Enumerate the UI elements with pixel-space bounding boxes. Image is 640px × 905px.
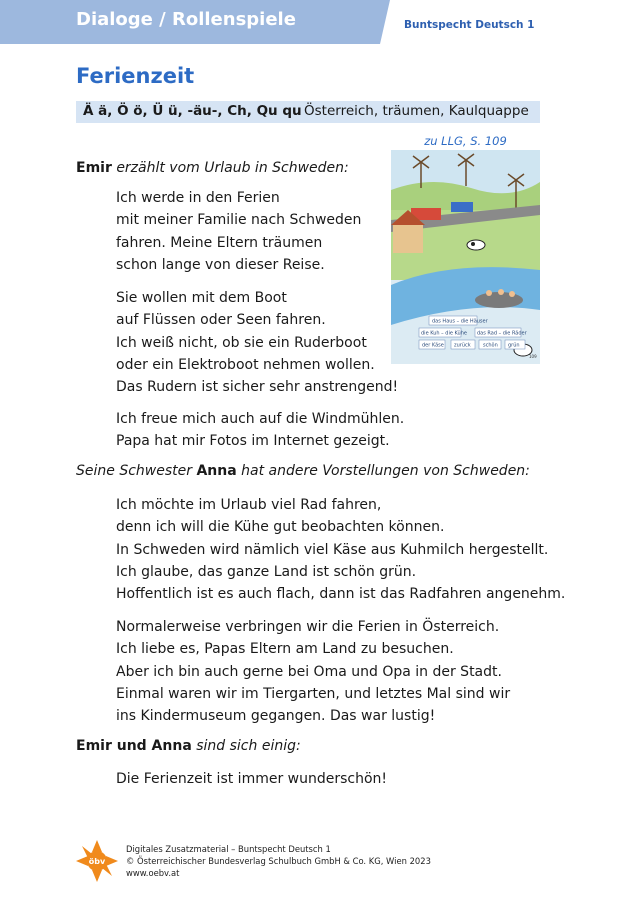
footer-text xyxy=(126,843,431,879)
label-haus: das Haus – die Häuser xyxy=(432,318,488,325)
illustration xyxy=(391,150,540,364)
paragraph: Ich möchte im Urlaub viel Rad fahren, denn ich will die Kühe gut beobachten können. In Schweden wird nämlich viel Käse aus Kuhmilch hergestellt. Ich glaube, das ganze Land ist schön grün. Hoffentlich ist es auch flach, dann ist das Radfahren angenehm. xyxy=(116,497,566,603)
paragraph: Sie wollen mit dem Boot auf Flüssen oder Seen fahren. Ich weiß nicht, ob sie ein Ruderboot oder ein Elektroboot nehmen wollen. Das Rudern ist sicher sehr anstrengend! xyxy=(116,290,399,396)
label-gruen: grün xyxy=(508,342,520,349)
label-kuh: die Kuh – die Kühe xyxy=(421,330,467,337)
speaker-prefix: Seine Schwester xyxy=(76,463,192,479)
svg-text:öbv: öbv xyxy=(88,857,106,866)
speaker-name: Emir und Anna xyxy=(76,738,192,754)
label-zurueck: zurück xyxy=(454,342,471,349)
image-page-number: 109 xyxy=(529,354,537,359)
speaker-name: Emir xyxy=(76,160,112,176)
phonics-letters: Ä ä, Ö ö, Ü ü, -äu-, Ch, Qu qu xyxy=(83,103,302,119)
paragraph: Ich freue mich auch auf die Windmühlen. Papa hat mir Fotos im Internet gezeigt. xyxy=(116,411,405,450)
book-brand: Buntspecht Deutsch 1 xyxy=(404,19,535,31)
speaker-intro: erzählt vom Urlaub in Schweden: xyxy=(116,160,349,176)
paragraph: Die Ferienzeit ist immer wunderschön! xyxy=(116,771,388,787)
oebv-logo xyxy=(76,840,118,882)
section-title: Dialoge / Rollenspiele xyxy=(76,9,296,30)
paragraph: Normalerweise verbringen wir die Ferien in Österreich. Ich liebe es, Papas Eltern am Land zu besuchen. Aber ich bin auch gerne bei Oma und Opa in der Stadt. Einmal waren wir im Tiergarten, und letztes Mal sind wir ins Kindermuseum gegangen. Das war lustig! xyxy=(116,619,511,725)
speaker-anna xyxy=(76,460,530,482)
page-title: Ferienzeit xyxy=(76,64,195,88)
label-kaese: der Käse xyxy=(422,342,444,349)
speaker-intro: sind sich einig: xyxy=(196,738,301,754)
page-reference: zu LLG, S. 109 xyxy=(424,134,507,148)
label-schoen: schön xyxy=(483,342,498,349)
footer-line: Digitales Zusatzmaterial – Buntspecht Deutsch 1 xyxy=(126,844,331,854)
speaker-both xyxy=(76,735,301,757)
speaker-emir xyxy=(76,157,349,179)
footer-link[interactable]: www.oebv.at xyxy=(126,868,180,878)
phonics-strip xyxy=(76,101,540,123)
phonics-words: Österreich, träumen, Kaulquappe xyxy=(304,103,529,119)
paragraph: Ich werde in den Ferien mit meiner Familie nach Schweden fahren. Meine Eltern träumen schon lange von dieser Reise. xyxy=(116,190,362,273)
speaker-name: Anna xyxy=(196,463,237,479)
speaker-intro: hat andere Vorstellungen von Schweden: xyxy=(241,463,530,479)
footer-line: © Österreichischer Bundesverlag Schulbuch GmbH & Co. KG, Wien 2023 xyxy=(126,856,431,866)
label-rad: das Rad – die Räder xyxy=(477,330,527,337)
